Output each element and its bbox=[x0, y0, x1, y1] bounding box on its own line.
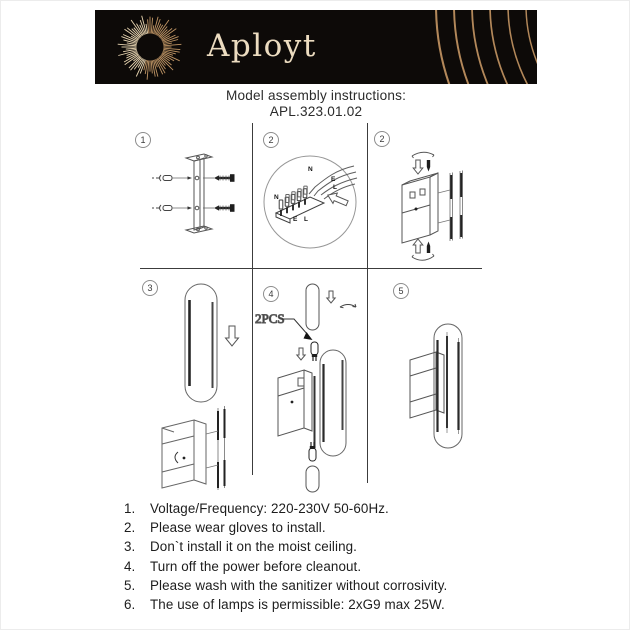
wall-mount-unit bbox=[410, 352, 444, 418]
step-badge-2: 2 bbox=[263, 132, 279, 148]
step3-diagram bbox=[128, 276, 250, 494]
step5-diagram bbox=[384, 296, 496, 468]
end-cap-top bbox=[412, 152, 434, 156]
instruction-item-4: 4. Turn off the power before cleanout. bbox=[124, 558, 362, 574]
tube-bottom bbox=[306, 466, 319, 492]
down-arrow-icon bbox=[226, 326, 239, 346]
step-badge-5: 5 bbox=[393, 283, 409, 299]
rotate-arrow-icon bbox=[340, 304, 356, 308]
brand-banner bbox=[95, 10, 537, 84]
screw-pin-icon-bottom bbox=[427, 242, 430, 254]
mounting-bracket bbox=[186, 154, 212, 233]
instruction-item-2: 2. Please wear gloves to install. bbox=[124, 520, 326, 536]
instruction-item-6: 6. The use of lamps is permissible: 2xG9 max 25W. bbox=[124, 597, 445, 613]
bulb-qty-label: 2PCS bbox=[255, 311, 285, 326]
brand-name: Aployt bbox=[207, 28, 317, 64]
step-badge-2b: 2 bbox=[374, 131, 390, 147]
instruction-item-3: 3. Don`t install it on the moist ceiling. bbox=[124, 539, 357, 555]
screw-icon bbox=[203, 174, 235, 212]
sunburst-center bbox=[138, 35, 163, 60]
wire-label-l-bottom: L bbox=[304, 216, 308, 223]
leader-arrowhead bbox=[304, 332, 313, 340]
sheet-header bbox=[95, 88, 537, 119]
step2b-mount-diagram bbox=[382, 143, 494, 268]
tube-top bbox=[306, 284, 319, 330]
wire-label-n-top: N bbox=[308, 166, 313, 173]
down-arrow-icon bbox=[327, 291, 335, 303]
support-rods bbox=[438, 171, 463, 242]
down-arrow-icon bbox=[413, 160, 423, 174]
end-cap-bottom bbox=[412, 256, 434, 260]
wall-mount-unit bbox=[162, 406, 225, 490]
grid-divider-horizontal bbox=[140, 268, 482, 269]
step2-wiring-diagram bbox=[260, 150, 364, 254]
g9-bulb-icon bbox=[311, 342, 318, 361]
instruction-item-5: 5. Please wash with the sanitizer without corrosivity. bbox=[124, 577, 448, 593]
step-badge-1: 1 bbox=[135, 132, 151, 148]
lamp-body-box bbox=[402, 173, 438, 243]
sheet-title: Model assembly instructions: bbox=[225, 88, 407, 103]
step-badge-4: 4 bbox=[263, 286, 279, 302]
wire-label-n-left: N bbox=[274, 194, 279, 201]
wall-anchor-icon bbox=[152, 175, 192, 211]
model-number: APL.323.01.02 bbox=[269, 103, 363, 119]
wire-label-l-right: L bbox=[333, 184, 337, 191]
insert-arrow-icon bbox=[326, 190, 350, 209]
step-badge-3: 3 bbox=[142, 280, 158, 296]
grid-divider-vertical-1 bbox=[252, 123, 253, 475]
instruction-item-1: 1. Voltage/Frequency: 220-230V 50-60Hz. bbox=[124, 501, 389, 516]
leader-line bbox=[282, 319, 308, 335]
instruction-list bbox=[124, 499, 528, 614]
step4-diagram bbox=[254, 280, 368, 494]
step1-diagram bbox=[140, 148, 250, 248]
up-arrow-icon bbox=[413, 239, 423, 253]
screw-pin-icon bbox=[427, 160, 430, 172]
terminal-block bbox=[276, 186, 324, 223]
lamp-body-box bbox=[278, 370, 312, 436]
sunburst-logo-icon bbox=[114, 11, 186, 83]
wire-label-e-right: E bbox=[331, 176, 336, 183]
down-arrow-icon-small bbox=[297, 348, 305, 360]
wire-label-e-bottom: E bbox=[293, 216, 298, 223]
